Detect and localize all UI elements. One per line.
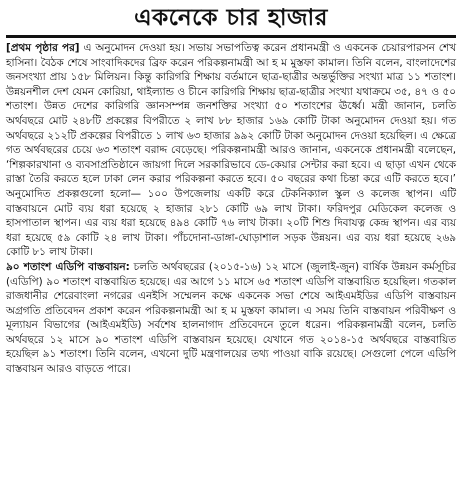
adp-subhead: ৯০ শতাংশ এডিপি বাস্তবায়ন: [6,260,130,273]
paragraph-1-text: এ অনুমোদন দেওয়া হয়। সভায় সভাপতিত্ব করেন প্রধানমন্ত্রী ও একনেক চেয়ারপারসন শেখ হাসিনা। বৈঠক শেষে সাংবাদিকদের ব্রিফ করেন পরিকল্পনামন্ত্রী আ হ ম মুস্তফা কামাল। তিনি বলেন, বাংলাদেশের জনসংখ্যা প্রায় ১৫৮ মিলিয়ন। কিন্তু কারিগরি শিক্ষায় বর্তমানে ছাত্র-ছাত্রীর অন্তর্ভুক্তির সংখ্যা মাত্র ১১ শতাংশ। উন্নয়নশীল দেশ যেমন কোরিয়া, থাইল্যান্ড ও চীনে কারিগরি শিক্ষায় ছাত্র-ছাত্রীর সংখ্যা যথাক্রমে ৩৫, ৪৭ ও ৫০ শতাংশ। উন্নত দেশের কারিগরি জ্ঞানসম্পন্ন জনশক্তির সংখ্যা ৫০ শতাংশের ঊর্ধ্বে। মন্ত্রী জানান, চলতি অর্থবছরে মোট ২৪৮টি প্রকল্পের বিপরীতে ২ লাখ ৮৮ হাজার ১৬৯ কোটি টাকা অনুমোদন দেওয়া হয়। গত অর্থবছরে ২১২টি প্রকল্পের বিপরীতে ১ লাখ ৬৩ হাজার ৯৯২ কোটি টাকা অনুমোদন দেওয়া হয়েছিল। এ ক্ষেত্রে গত অর্থবছরের চেয়ে ৬৩ শতাংশ বরাদ্দ বেড়েছে। পরিকল্পনামন্ত্রী আরও জানান, একনেকে প্রধানমন্ত্রী বলেছেন, ‘শিল্পকারখানা ও ব্যবসাপ্রতিষ্ঠানে জায়গা দিলে সরকারিভাবে ডে-কেয়ার সেন্টার করা হবে। এ ছাড়া এখন থেকে রাস্তা তৈরি করতে হলে ঢাকা লেন করার পরিকল্পনা করতে হবে। ৫০ বছরের কথা চিন্তা করে এটি করতে হবে।’ অনুমোদিত প্রকল্পগুলো হলো— ১০০ উপজেলায় একটি করে টেকনিক্যাল স্কুল ও কলেজ স্থাপন। এটি বাস্তবায়নে মোট ব্যয় ধরা হয়েছে ২ হাজার ২৮১ কোটি ৬৯ লাখ টাকা। ফরিদপুর মেডিকেল কলেজ ও হাসপাতাল স্থাপন। এর ব্যয় ধরা হয়েছে ৪৯৪ কোটি ৭৬ লাখ টাকা। ২০টি শিশু দিবাযত্ন কেন্দ্র স্থাপন। এর ব্যয় ধরা হয়েছে ৫৯ কোটি ২৪ লাখ টাকা। পাঁচদোনা-ডাঙ্গা-ঘোড়াশাল সড়ক উন্নয়ন। এর ব্যয় ধরা হয়েছে ২৬৯ কোটি ৮১ লাখ টাকা। [6,42,456,259]
article-paragraph-1 [6,41,456,260]
continuation-label: [প্রথম পৃষ্ঠার পর] [6,42,80,54]
headline: একনেকে চার হাজার [134,5,328,31]
article-paragraph-2 [6,260,456,377]
paragraph-2-text: চলতি অর্থবছরের (২০১৫-১৬) ১২ মাসে (জুলাই-জুন) বার্ষিক উন্নয়ন কর্মসূচির (এডিপি) ৯০ শতাংশ বাস্তবায়িত হয়েছে। এর আগে ১১ মাসে ৬৫ শতাংশ এডিপি বাস্তবায়িত হয়েছিল। গতকাল রাজধানীর শেরেবাংলা নগরের এনইসি সম্মেলন কক্ষে একনেক সভা শেষে আইএমইডির এডিপি বাস্তবায়ন অগ্রগতি প্রতিবেদন প্রকাশ করেন পরিকল্পনামন্ত্রী আ হ ম মুস্তফা কামাল। এ সময় তিনি বাস্তবায়ন পরিবীক্ষণ ও মূল্যায়ন বিভাগের (আইএমইডি) সর্বশেষ হালনাগাদ প্রতিবেদনে তুলে ধরেন। পরিকল্পনামন্ত্রী বলেন, চলতি অর্থবছরে ১২ মাসে ৯০ শতাংশ এডিপি বাস্তবায়ন হয়েছে। যেখানে গত ২০১৪-১৫ অর্থবছরে বাস্তবায়িত হয়েছিল ৯১ শতাংশ। তিনি বলেন, এখনো দুটি মন্ত্রণালয়ের তথ্য পাওয়া বাকি রয়েছে। সেগুলো পেলে এডিপি বাস্তবায়ন আরও বাড়তে পারে। [6,260,456,376]
headline-rule [6,35,456,38]
